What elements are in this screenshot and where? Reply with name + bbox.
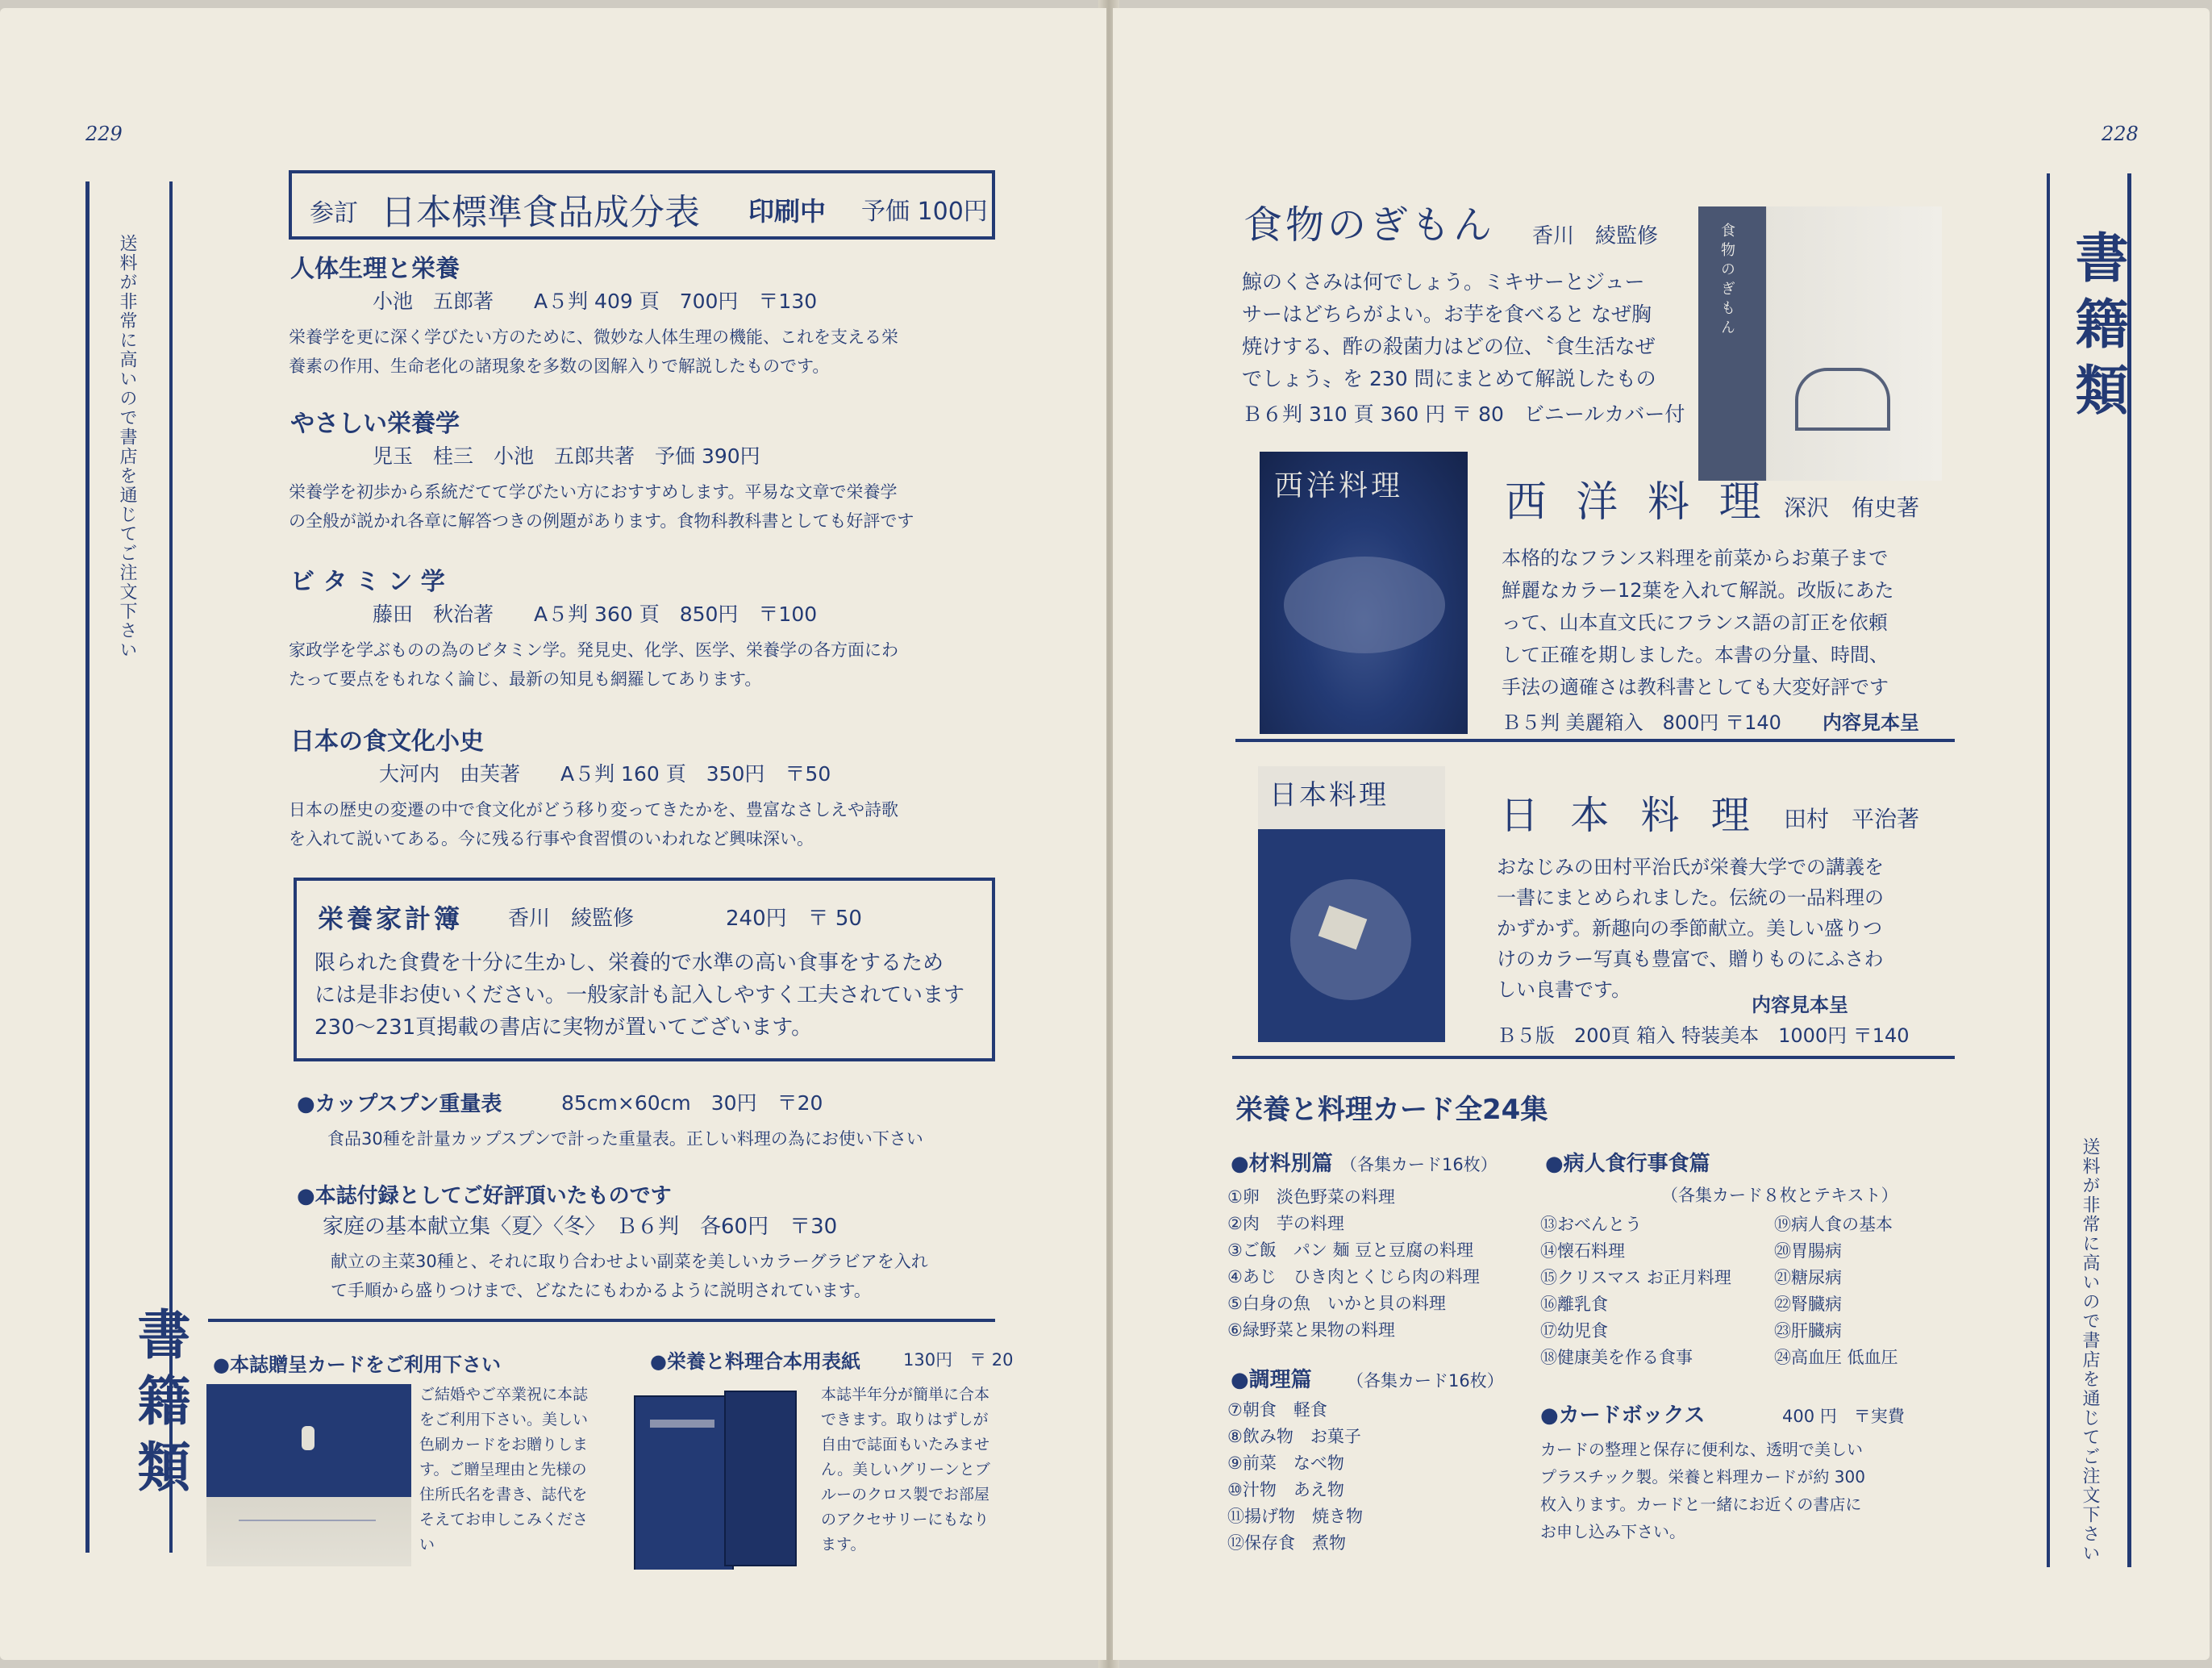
list-item: ③ご飯 パン 麺 豆と豆腐の料理 [1227,1241,1474,1260]
right-page [1113,8,2210,1660]
kakeibo-body: 限られた食費を十分に生かし、栄養的で水準の高い食事をするため には是非お使いください。一般家計も記入しやすく工夫されています 230～231頁掲載の書店に実物が置いてございます。 [315,951,965,1040]
book-desc: 家政学を学ぶものの為のビタミン学。発見史、化学、医学、栄養学の各方面にわ たって要点をもれなく論じ、最新の知見も網羅してあります。 [289,640,898,689]
list-item: ㉒腎臓病 [1774,1295,1842,1314]
nihon-author: 田村 平治著 [1784,806,1920,832]
book-title: 日本の食文化小史 [290,728,484,756]
section-divider [208,1319,995,1322]
list-item: ⑪揚げ物 焼き物 [1227,1507,1363,1526]
list-item: ⑤白身の魚 いかと貝の料理 [1227,1294,1446,1313]
gimon-info: Ｂ６判 310 頁 360 円 〒 80 ビニールカバー付 [1242,402,1685,426]
card-photo [206,1384,411,1566]
seibunhyo-prefix: 参訂 [310,199,358,227]
book-info: 藤田 秋治著 A５判 360 頁 850円 〒100 [373,603,818,626]
section-divider [1235,739,1955,742]
seibunhyo-title: 日本標準食品成分表 [381,192,700,233]
list-item: ⑨前菜 なべ物 [1227,1453,1344,1473]
list-item: ⑲病人食の基本 [1774,1215,1893,1234]
gimon-editor: 香川 綾監修 [1532,224,1659,248]
seiyo-title: 西 洋 料 理 [1505,478,1769,527]
list-item: ⑩汁物 あえ物 [1227,1480,1344,1499]
list-item: ⑥緑野菜と果物の料理 [1227,1320,1395,1340]
gimon-title: 食物のぎもん [1243,202,1496,248]
chori-title: ●調理篇 [1231,1368,1312,1392]
cup-title: ●カップスプン重量表 [297,1092,502,1116]
card-desc: ご結婚やご卒業祝に本誌 をご利用下さい。美しい 色刷カードをお贈りしま す。ご贈呈理由と先様の 住所氏名を書き、誌代を そえてお申しこみくださ い [419,1386,589,1553]
byonin-title: ●病人食行事食篇 [1545,1152,1710,1176]
order-note: 送料が非常に高いので書店を通じてご注文下さい [2080,1137,2100,1563]
list-item: ①卵 淡色野菜の料理 [1227,1187,1395,1207]
box-price: 400 円 〒実費 [1782,1407,1905,1426]
side-rule-outer [85,181,90,1553]
book-desc: 栄養学を初歩から系統だてて学びたい方におすすめします。平易な文章で栄養学 の全般が説かれ各章に解答つきの例題があります。食物科教科書としても好評です [289,482,914,531]
book-info: 小池 五郎著 A５判 409 頁 700円 〒130 [373,290,818,313]
seiyo-info: Ｂ５判 美麗箱入 800円 〒140 [1502,711,1781,734]
book-info: 大河内 由芙著 A５判 160 頁 350円 〒50 [379,762,831,786]
furoku-title: ●本誌付録としてご好評頂いたものです [297,1184,672,1208]
nihon-body: おなじみの田村平治氏が栄養大学での講義を 一書にまとめられました。伝統の一品料理の かずかず。新趣向の季節献立。美しい盛りつ けのカラー写真も豊富で、贈りものにふさわ しい良書です。 [1497,856,1884,1001]
binder-photo [634,1387,798,1570]
list-item: ⑦朝食 軽食 [1227,1400,1327,1420]
byonin-col2 [1774,1211,1898,1371]
section-title: 書籍類 [128,1307,190,1505]
chori-sub: （各集カード16枚） [1347,1371,1504,1391]
gimon-body: 鯨のくさみは何でしょう。ミキサーとジュー サーはどちらがよい。お芋を食べると なぜ胸 焼けする、酢の殺菌力はどの位、〝食生活なぜ でしょう〟を 230 問にまとめて解説したもの [1242,270,1656,390]
list-item: ⑰幼児食 [1540,1321,1608,1341]
section-divider [1232,1056,1955,1059]
cup-info: 85cm×60cm 30円 〒20 [561,1091,823,1115]
seibunhyo-price: 予価 100円 [861,198,988,226]
list-item: ⑫保存食 煮物 [1227,1533,1346,1553]
nihon-cover [1258,766,1445,1042]
seibunhyo-box [289,170,995,240]
seiyo-note: 内容見本呈 [1823,711,1919,734]
seibunhyo-status: 印刷中 [748,196,827,227]
card-title: ●本誌贈呈カードをご利用下さい [213,1353,501,1376]
binder-title: ●栄養と料理合本用表紙 [650,1350,860,1373]
gimon-cover [1698,206,1942,481]
zairyo-sub: （各集カード16枚） [1340,1155,1498,1174]
book-info: 児玉 桂三 小池 五郎共著 予価 390円 [373,444,760,468]
kakeibo-box [294,878,995,1061]
cup-desc: 食品30種を計量カップスプンで計った重量表。正しい料理の為にお使い下さい [327,1129,923,1149]
seiyo-cover-label: 西洋料理 [1274,469,1404,502]
book-title: 人体生理と栄養 [290,255,460,283]
nihon-info: Ｂ５版 200頁 箱入 特装美本 1000円 〒140 [1497,1024,1910,1047]
binder-price: 130円 〒 20 [903,1350,1014,1370]
kakeibo-price: 240円 〒 50 [726,907,862,931]
list-item: ⑱健康美を作る食事 [1540,1348,1693,1367]
list-item: ②肉 芋の料理 [1227,1214,1344,1233]
list-item: ⑯離乳食 [1540,1295,1608,1314]
page-number: 229 [85,123,123,145]
list-item: ⑭懐石料理 [1540,1241,1625,1261]
book-title: ビ タ ミ ン 学 [290,568,445,596]
section-title: 書籍類 [2066,230,2128,428]
kakeibo-title: 栄養家計簿 [318,903,464,934]
side-rule-inner [2047,173,2050,1567]
box-title: ●カードボックス [1540,1403,1706,1428]
furoku-sub: 家庭の基本献立集〈夏〉〈冬〉 Ｂ６判 各60円 〒30 [323,1215,838,1239]
seiyo-author: 深沢 侑史著 [1784,494,1920,521]
book-desc: 栄養学を更に深く学びたい方のために、微妙な人体生理の機能、これを支える栄 養素の作用、生命老化の諸現象を多数の図解入りで解説したものです。 [289,327,898,376]
gimon-cover-label: 食物のぎもん [1718,223,1735,339]
list-item: ㉑糖尿病 [1774,1268,1842,1287]
order-note: 送料が非常に高いので書店を通じてご注文下さい [117,234,137,660]
cards-title: 栄養と料理カード全24集 [1235,1094,1548,1126]
kakeibo-editor: 香川 綾監修 [508,907,635,931]
nihon-note: 内容見本呈 [1752,994,1848,1016]
list-item: ⑬おべんとう [1540,1215,1642,1234]
page-number: 228 [2102,123,2139,145]
byonin-col1 [1540,1211,1731,1371]
seiyo-cover [1260,452,1468,734]
seiyo-body: 本格的なフランス料理を前菜からお菓子まで 鮮麗なカラー12葉を入れて解説。改版にあた って、山本直文氏にフランス語の訂正を依頼 して正確を期しました。本書の分量、時間、 手法の適確さは教科書としても大変好評です [1502,547,1894,698]
left-page [0,8,1106,1660]
zairyo-list [1227,1184,1480,1344]
zairyo-title: ●材料別篇 [1231,1152,1333,1176]
book-title: やさしい栄養学 [290,410,460,438]
box-desc: カードの整理と保存に便利な、透明で美しい プラスチック製。栄養と料理カードが約 300 枚入ります。カードと一緒にお近くの書店に お申し込み下さい。 [1540,1440,1865,1541]
furoku-desc: 献立の主菜30種と、それに取り合わせよい副菜を美しいカラーグラビアを入れ て手順から盛りつけまで、どなたにもわかるように説明されています。 [331,1252,928,1300]
list-item: ⑧飲み物 お菓子 [1227,1427,1361,1446]
list-item: ⑮クリスマス お正月料理 [1540,1268,1731,1287]
byonin-sub: （各集カード８枚とテキスト） [1661,1186,1898,1205]
nihon-title: 日 本 料 理 [1500,793,1760,838]
list-item: ⑳胃腸病 [1774,1241,1842,1261]
list-item: ㉔高血圧 低血圧 [1774,1348,1898,1367]
binder-desc: 本誌半年分が簡単に合本 できます。取りはずしが 自由で誌面もいたみませ ん。美しいグリーンとブ ルーのクロス製でお部屋 のアクセサリーにもなり ます。 [821,1386,990,1553]
list-item: ④あじ ひき肉とくじら肉の料理 [1227,1267,1480,1286]
list-item: ㉓肝臓病 [1774,1321,1842,1341]
nihon-cover-label: 日本料理 [1269,779,1389,811]
book-desc: 日本の歴史の変遷の中で食文化がどう移り変ってきたかを、豊富なさしえや詩歌 を入れて説いてある。今に残る行事や食習慣のいわれなど興味深い。 [289,800,898,849]
chori-list [1227,1397,1363,1557]
